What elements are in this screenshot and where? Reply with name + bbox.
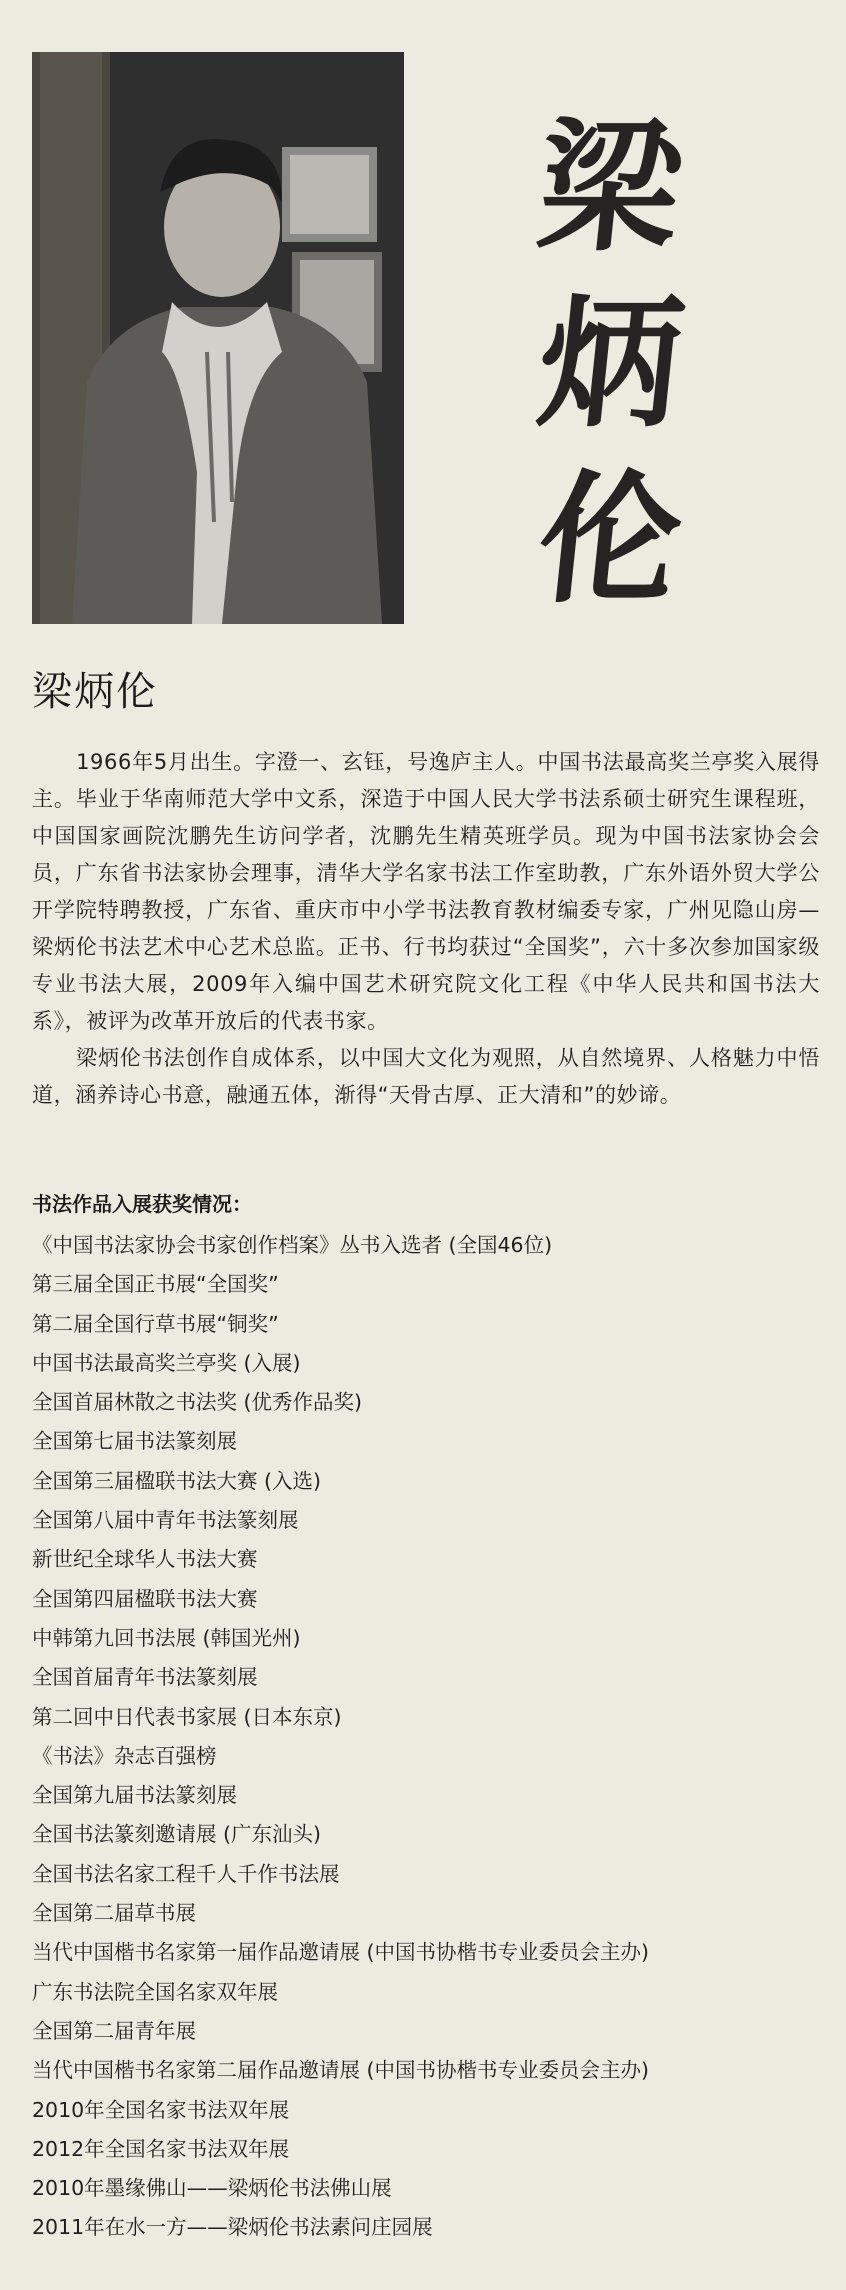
- award-item: 中国书法最高奖兰亭奖 (入展): [32, 1350, 301, 1375]
- portrait-photo: [32, 52, 404, 624]
- award-item: 全国书法篆刻邀请展 (广东汕头): [32, 1822, 322, 1847]
- award-item: 2012年全国名家书法双年展: [32, 2136, 290, 2161]
- award-item: 全国第二届青年展: [32, 2018, 196, 2043]
- awards-list: [32, 1226, 822, 2248]
- award-item: 当代中国楷书名家第二届作品邀请展 (中国书协楷书专业委员会主办): [32, 2058, 650, 2083]
- award-item: 2010年墨缘佛山——梁炳伦书法佛山展: [32, 2176, 392, 2201]
- award-item: 《中国书法家协会书家创作档案》丛书入选者 (全国46位): [32, 1233, 553, 1257]
- award-item: 《书法》杂志百强榜: [32, 1743, 217, 1768]
- award-item: 当代中国楷书名家第一届作品邀请展 (中国书协楷书专业委员会主办): [32, 1940, 650, 1965]
- award-item: 全国第三届楹联书法大赛 (入选): [32, 1468, 322, 1493]
- artist-name-heading: 梁炳伦: [32, 669, 158, 715]
- award-item: 全国第四届楹联书法大赛: [32, 1586, 258, 1611]
- award-item: 第三届全国正书展“全国奖”: [32, 1272, 279, 1297]
- award-item: 全国首届青年书法篆刻展: [32, 1665, 258, 1690]
- biography: [32, 744, 820, 1114]
- award-item: 2011年在水一方——梁炳伦书法素问庄园展: [32, 2215, 433, 2240]
- calligraphy-char: 伦: [530, 457, 690, 623]
- award-item: 全国第八届中青年书法篆刻展: [32, 1508, 299, 1533]
- award-item: 第二回中日代表书家展 (日本东京): [32, 1704, 342, 1729]
- bio-paragraph: 梁炳伦书法创作自成体系，以中国大文化为观照，从自然境界、人格魅力中悟道，涵养诗心书意，融通五体，渐得“天骨古厚、正大清和”的妙谛。: [32, 1046, 820, 1107]
- award-item: 全国第七届书法篆刻展: [32, 1429, 237, 1454]
- award-item: 全国首届林散之书法奖 (优秀作品奖): [32, 1390, 363, 1415]
- portrait-illustration: [32, 52, 404, 624]
- award-item: 全国第二届草书展: [32, 1901, 196, 1926]
- calligraphy-char: 炳: [530, 281, 690, 447]
- award-item: 全国书法名家工程千人千作书法展: [32, 1861, 340, 1886]
- award-item: 第二届全国行草书展“铜奖”: [32, 1311, 279, 1336]
- award-item: 全国第九届书法篆刻展: [32, 1783, 237, 1808]
- bio-paragraph: 1966年5月出生。字澄一、玄钰，号逸庐主人。中国书法最高奖兰亭奖入展得主。毕业于华南师范大学中文系，深造于中国人民大学书法系硕士研究生课程班，中国国家画院沈鹏先生访问学者，沈鹏先生精英班学员。现为中国书法家协会会员，广东省书法家协会理事，清华大学名家书法工作室助教，广东外语外贸大学公开学院特聘教授，广东省、重庆市中小学书法教育教材编委专家，广州见隐山房—梁炳伦书法艺术中心艺术总监。正书、行书均获过“全国奖”，六十多次参加国家级专业书法大展，2009年入编中国艺术研究院文化工程《中华人民共和国书法大系》，被评为改革开放后的代表书家。: [32, 750, 820, 1033]
- awards-title: 书法作品入展获奖情况：: [32, 1192, 252, 1216]
- calligraphy-char: 梁: [530, 105, 690, 271]
- award-item: 新世纪全球华人书法大赛: [32, 1547, 258, 1572]
- calligraphy-name: [505, 100, 715, 640]
- award-item: 广东书法院全国名家双年展: [32, 1979, 278, 2004]
- award-item: 中韩第九回书法展 (韩国光州): [32, 1625, 301, 1650]
- award-item: 2010年全国名家书法双年展: [32, 2097, 290, 2122]
